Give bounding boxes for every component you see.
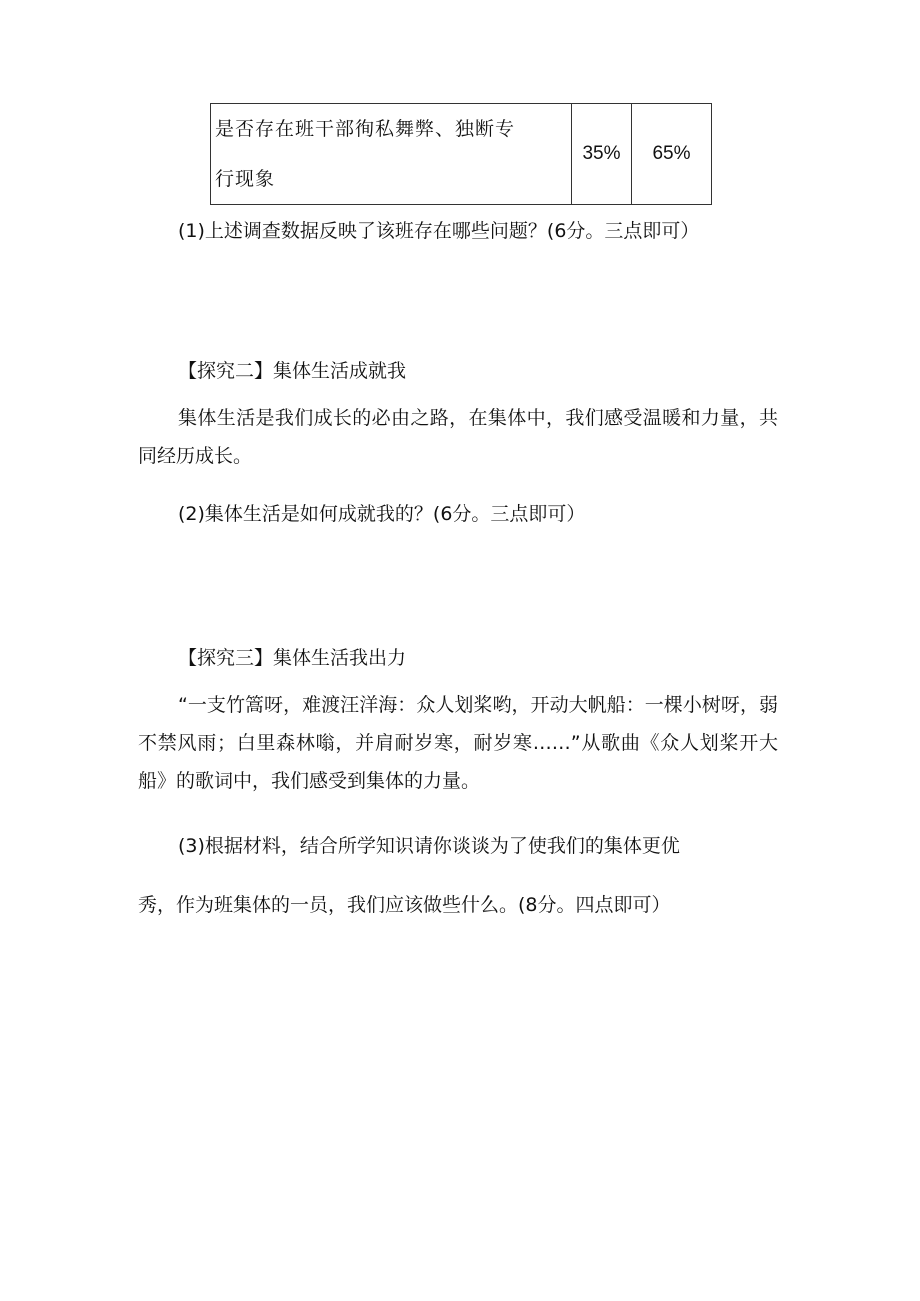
inquiry-3-heading: 【探究三】集体生活我出力 xyxy=(178,647,407,669)
question-3-line1: (3)根据材料，结合所学知识请你谈谈为了使我们的集体更优 xyxy=(178,835,680,857)
question-3-line2: 秀，作为班集体的一员，我们应该做些什么。(8分。四点即可） xyxy=(138,894,671,916)
table-row xyxy=(211,104,712,205)
inquiry-2-heading: 【探究二】集体生活成就我 xyxy=(178,360,407,382)
yes-percentage-cell: 35% xyxy=(572,104,632,205)
question-cell xyxy=(211,104,572,205)
question-text-line2: 行现象 xyxy=(215,168,276,190)
survey-table xyxy=(210,103,712,205)
question-1: (1)上述调查数据反映了该班存在哪些问题？(6分。三点即可） xyxy=(178,220,700,242)
no-percentage-cell: 65% xyxy=(632,104,712,205)
question-text-line1: 是否存在班干部徇私舞弊、独断专 xyxy=(215,118,516,140)
inquiry-2-paragraph: 集体生活是我们成长的必由之路，在集体中，我们感受温暖和力量，共同经历成长。 xyxy=(138,407,778,467)
question-2: (2)集体生活是如何成就我的？(6分。三点即可） xyxy=(178,503,586,525)
inquiry-3-paragraph: “一支竹篙呀，难渡汪洋海：众人划桨哟，开动大帆船：一棵小树呀，弱不禁风雨；白里森林嗡，并肩耐岁寒，耐岁寒……”从歌曲《众人划桨开大船》的歌词中，我们感受到集体的力量。 xyxy=(138,694,778,792)
